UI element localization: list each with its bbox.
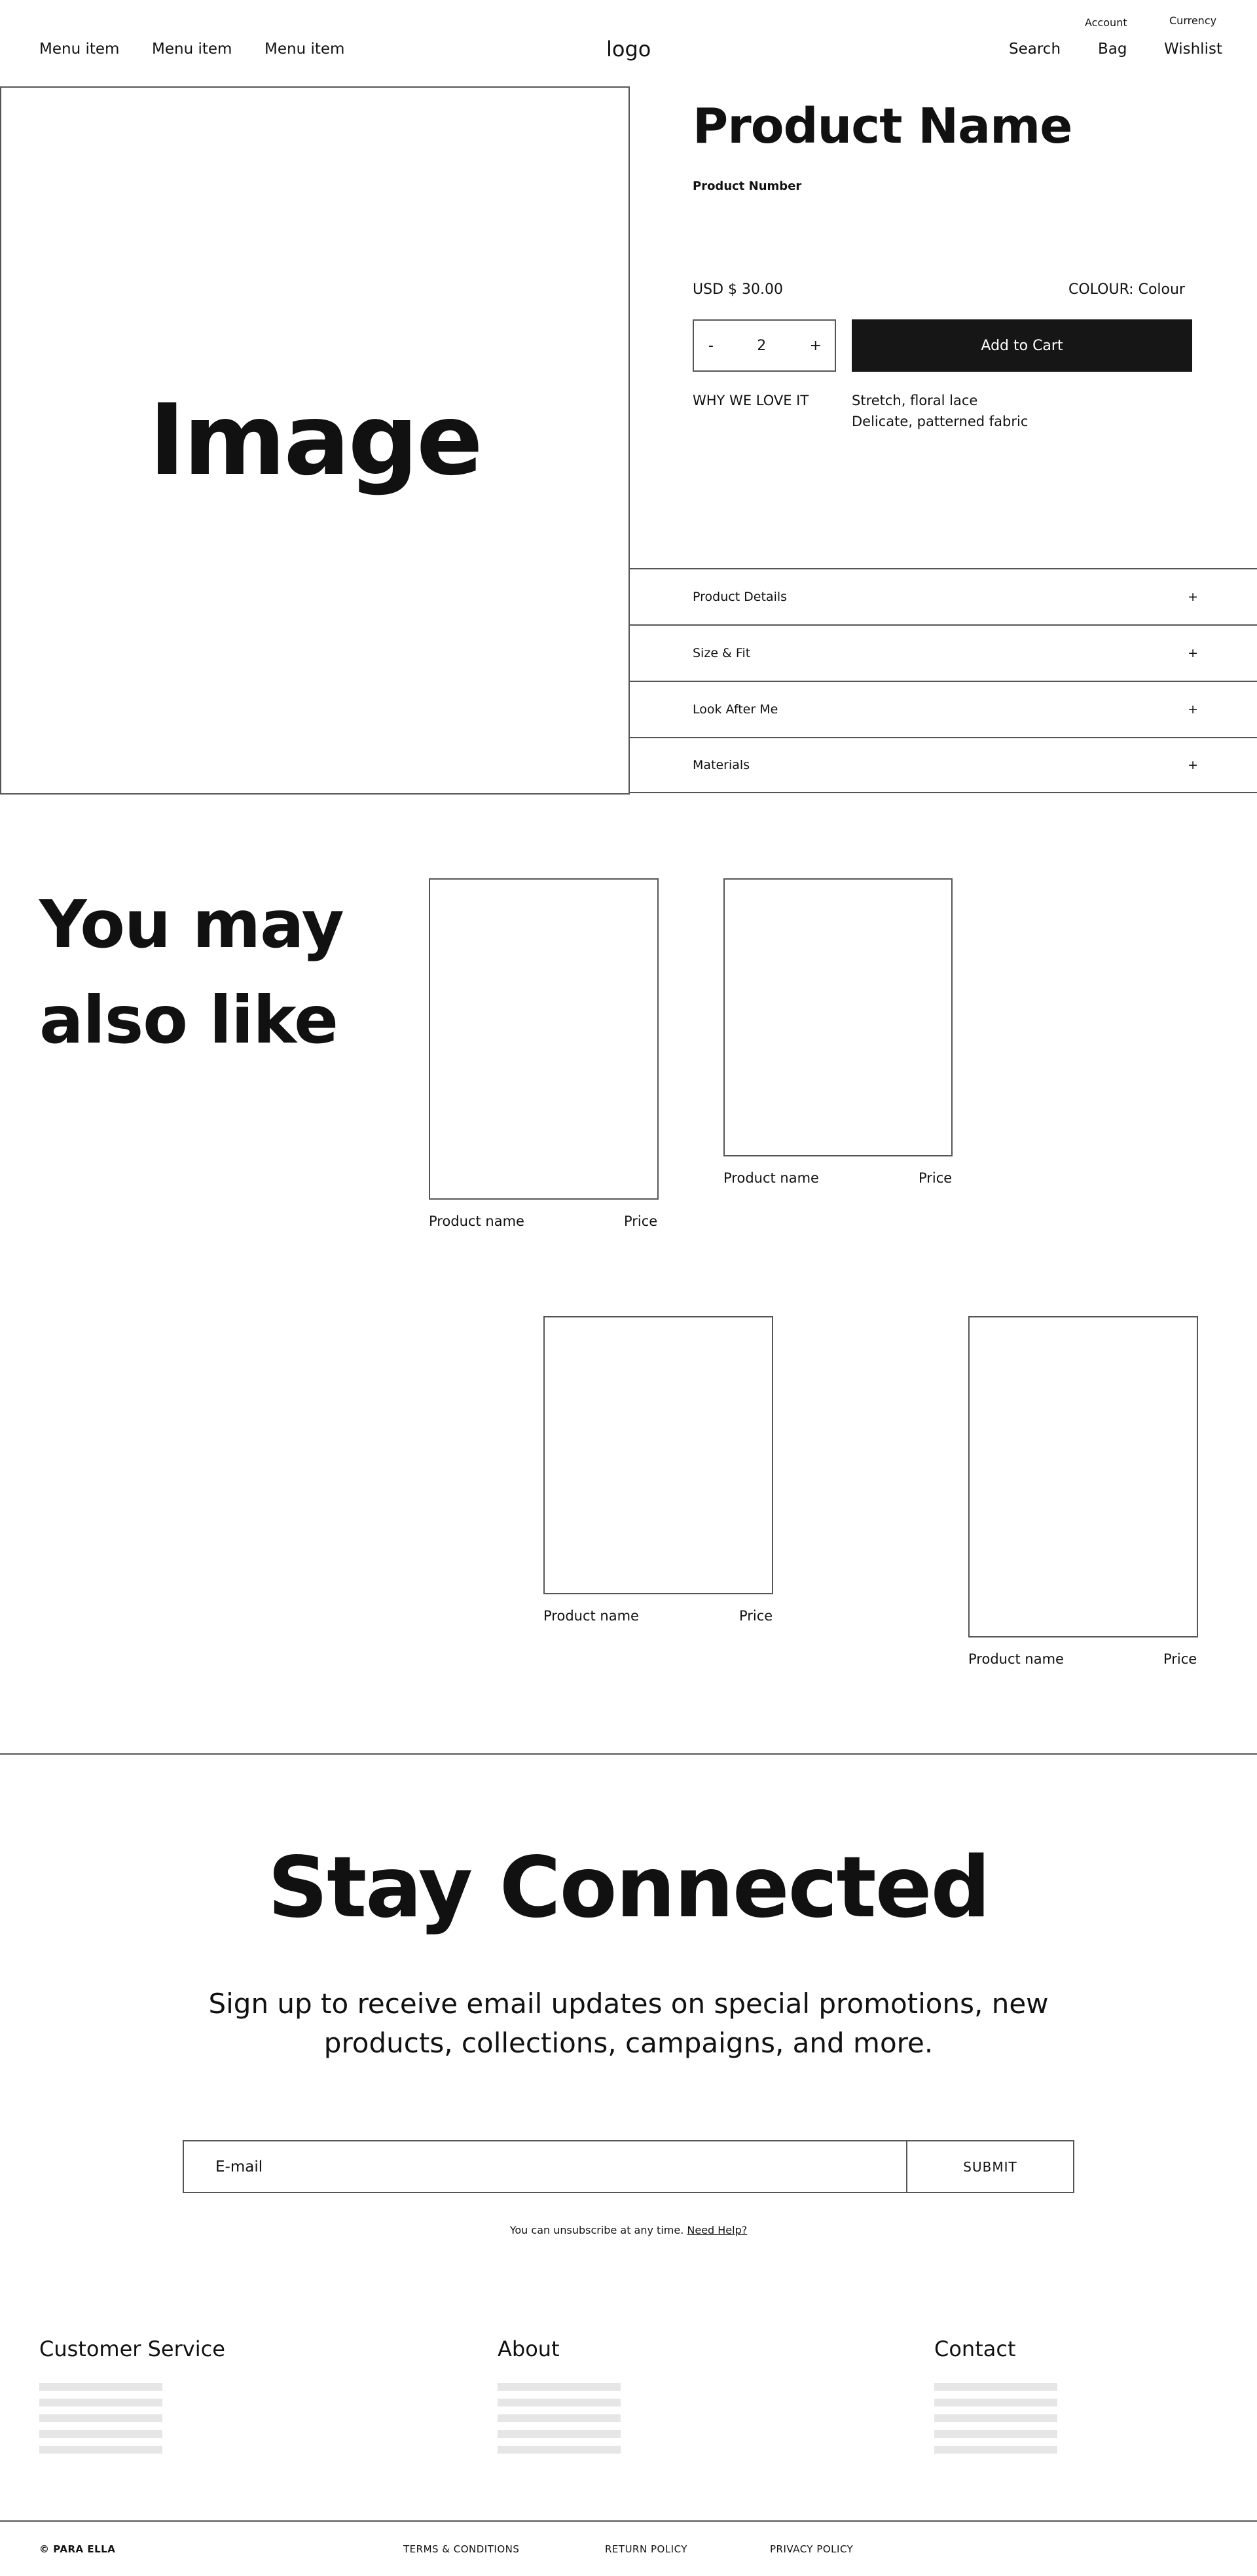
quantity-value[interactable]: 2 — [757, 337, 767, 354]
plus-icon: + — [1188, 758, 1198, 772]
why-we-love-it-label: WHY WE LOVE IT — [693, 393, 809, 408]
plus-icon: + — [1188, 590, 1198, 604]
nav-menu-item-1[interactable]: Menu item — [39, 41, 120, 58]
footer-link-placeholder[interactable] — [498, 2414, 621, 2422]
email-input[interactable]: E-mail — [215, 2158, 263, 2175]
product-card-price: Price — [624, 1213, 658, 1229]
submit-button[interactable]: SUBMIT — [906, 2141, 1073, 2192]
accordion-materials[interactable] — [628, 737, 1257, 793]
accordion-label: Product Details — [693, 590, 788, 604]
footer-link-placeholder[interactable] — [39, 2383, 162, 2391]
accordion-label: Size & Fit — [693, 646, 751, 660]
footer-link-placeholder[interactable] — [39, 2414, 162, 2422]
footer-link-placeholder[interactable] — [498, 2383, 621, 2391]
newsletter-subtitle — [0, 1984, 1257, 2063]
search-link[interactable]: Search — [1009, 41, 1061, 58]
footer-link-placeholder[interactable] — [934, 2414, 1057, 2422]
product-card-name[interactable]: Product name — [543, 1608, 639, 1624]
newsletter-form — [183, 2140, 1074, 2193]
product-card-name[interactable]: Product name — [429, 1213, 524, 1229]
wishlist-link[interactable]: Wishlist — [1164, 41, 1222, 58]
product-image-label: Image — [149, 384, 481, 497]
product-card-image[interactable] — [968, 1316, 1198, 1637]
footer-link-placeholder[interactable] — [498, 2399, 621, 2406]
footer-link-placeholder[interactable] — [39, 2446, 162, 2454]
product-card-price: Price — [1163, 1651, 1197, 1667]
accordion-label: Materials — [693, 758, 750, 772]
newsletter-title: Stay Connected — [267, 1839, 990, 1937]
plus-icon: + — [1188, 702, 1198, 717]
product-card-image[interactable] — [429, 878, 659, 1200]
footer-link-placeholder[interactable] — [498, 2430, 621, 2438]
newsletter-subtitle-line-2: products, collections, campaigns, and more. — [323, 2027, 934, 2059]
recommendations-title-line-2: also like — [39, 982, 338, 1058]
unsubscribe-text: You can unsubscribe at any time. — [509, 2224, 684, 2236]
product-card-image[interactable] — [543, 1316, 773, 1594]
plus-icon: + — [1188, 646, 1198, 660]
nav-menu-item-2[interactable]: Menu item — [152, 41, 232, 58]
need-help-link[interactable]: Need Help? — [687, 2224, 748, 2236]
logo[interactable]: logo — [606, 37, 651, 62]
accordion-product-details[interactable] — [628, 568, 1257, 624]
quantity-stepper — [693, 319, 836, 372]
quantity-decrease-button[interactable]: - — [708, 337, 714, 354]
footer-heading-contact: Contact — [934, 2336, 1016, 2361]
currency-selector[interactable]: Currency — [1169, 14, 1217, 27]
product-card-price: Price — [739, 1608, 773, 1624]
product-card-name[interactable]: Product name — [723, 1170, 819, 1186]
colour-selector[interactable]: COLOUR: Colour — [1068, 281, 1185, 298]
footer-heading-about: About — [498, 2336, 560, 2361]
add-to-cart-button[interactable]: Add to Cart — [852, 319, 1192, 372]
footer-link-placeholder[interactable] — [39, 2430, 162, 2438]
why-line-2: Delicate, patterned fabric — [852, 414, 1029, 429]
unsubscribe-note — [0, 2224, 1257, 2236]
footer-heading-customer-service: Customer Service — [39, 2336, 225, 2361]
footer-link-placeholder[interactable] — [934, 2446, 1057, 2454]
nav-menu-item-3[interactable]: Menu item — [264, 41, 345, 58]
accordion-label: Look After Me — [693, 702, 778, 717]
footer-divider — [0, 2520, 1257, 2522]
quantity-increase-button[interactable]: + — [809, 337, 822, 354]
footer-link-placeholder[interactable] — [934, 2399, 1057, 2406]
bag-link[interactable]: Bag — [1098, 41, 1127, 58]
footer-link-placeholder[interactable] — [39, 2399, 162, 2406]
privacy-policy-link[interactable]: PRIVACY POLICY — [770, 2543, 854, 2555]
copyright: © PARA ELLA — [39, 2543, 116, 2555]
product-card-price: Price — [919, 1170, 953, 1186]
product-price: USD $ 30.00 — [693, 281, 783, 298]
product-card-name[interactable]: Product name — [968, 1651, 1064, 1667]
accordion-size-fit[interactable] — [628, 624, 1257, 681]
accordion-look-after-me[interactable] — [628, 681, 1257, 737]
product-image-placeholder — [0, 86, 630, 795]
recommendations-title-line-1: You may — [39, 886, 344, 963]
product-card-image[interactable] — [723, 878, 953, 1156]
why-line-1: Stretch, floral lace — [852, 393, 978, 408]
terms-link[interactable]: TERMS & CONDITIONS — [403, 2543, 520, 2555]
account-link[interactable]: Account — [1085, 16, 1127, 29]
product-number: Product Number — [693, 179, 802, 193]
section-divider — [0, 1753, 1257, 1755]
footer-link-placeholder[interactable] — [934, 2383, 1057, 2391]
return-policy-link[interactable]: RETURN POLICY — [605, 2543, 687, 2555]
footer-link-placeholder[interactable] — [934, 2430, 1057, 2438]
newsletter-subtitle-line-1: Sign up to receive email updates on special promotions, new — [208, 1988, 1049, 2020]
recommendations-title — [39, 877, 344, 1068]
product-title: Product Name — [693, 98, 1072, 154]
footer-link-placeholder[interactable] — [498, 2446, 621, 2454]
